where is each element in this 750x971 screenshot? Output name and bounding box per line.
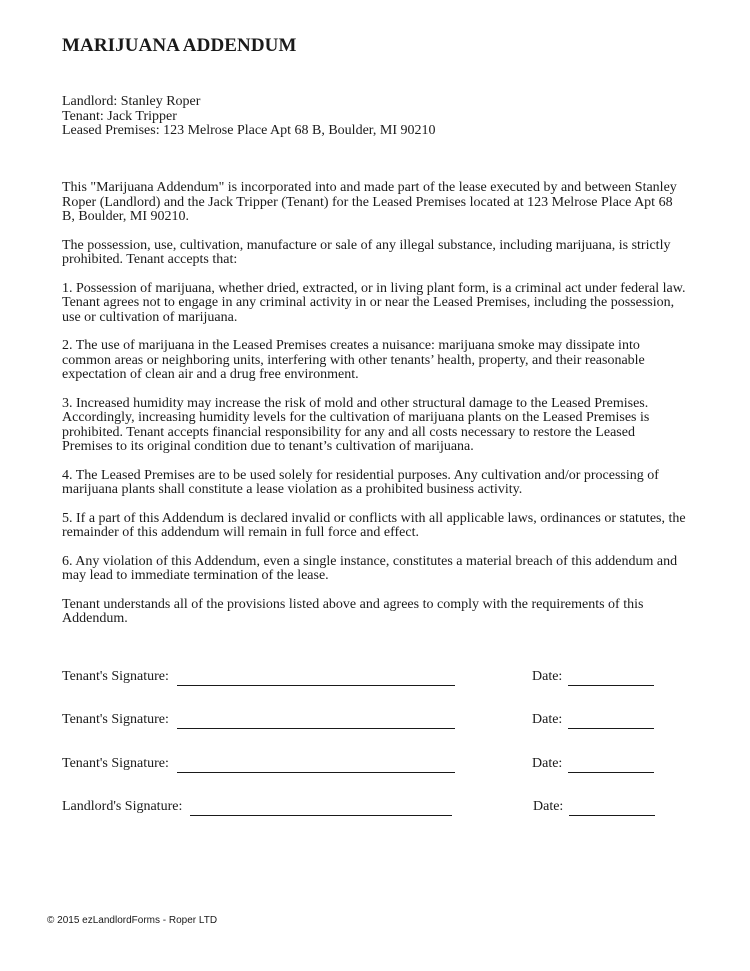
signature-row (62, 799, 662, 842)
signature-label: Tenant's Signature: (62, 712, 169, 728)
signature-row (62, 669, 662, 712)
clause-1: 1. Possession of marijuana, whether dried, extracted, or in living plant form, is a criminal act under federal law. Tenant agrees not to engage in any criminal activity in or near the Leased Premises, including the possession, use or cultivation of marijuana. (62, 280, 686, 325)
clause-3: 3. Increased humidity may increase the risk of mold and other structural damage to the Leased Premises. Accordingly, increasing humidity levels for the cultivation of marijuana plants on the Leased Premises is prohibited. Tenant accepts financial responsibility for any and all costs necessary to restore the Leased Premises to its original condition due to tenant’s cultivation of marijuana. (62, 395, 650, 454)
date-line[interactable] (568, 685, 654, 686)
addendum-body (62, 181, 686, 641)
premises-line: Leased Premises: 123 Melrose Place Apt 68 B, Boulder, MI 90210 (62, 123, 436, 138)
signature-line[interactable] (177, 685, 455, 686)
clause-6: 6. Any violation of this Addendum, even a single instance, constitutes a material breach of this addendum and may lead to immediate termination of the lease. (62, 553, 678, 583)
clause-5: 5. If a part of this Addendum is declared invalid or conflicts with all applicable laws, ordinances or statutes, the remainder of this addendum will remain in full force and effect. (62, 510, 686, 540)
signature-label: Tenant's Signature: (62, 669, 169, 684)
date-label: Date: (532, 712, 563, 728)
signature-line[interactable] (190, 815, 452, 816)
signature-line[interactable] (177, 728, 455, 729)
document-title: MARIJUANA ADDENDUM (62, 35, 297, 56)
intro-paragraph: This "Marijuana Addendum" is incorporated into and made part of the lease executed by and between Stanley Roper (Landlord) and the Jack Tripper (Tenant) for the Leased Premises located at 123 Melrose Place Apt 68 B, Boulder, MI 90210. (62, 180, 677, 224)
signature-label: Tenant's Signature: (62, 755, 169, 771)
clause-2: 2. The use of marijuana in the Leased Premises creates a nuisance: marijuana smoke may dissipate into common areas or neighboring units, interfering with other tenants’ health, property, and their reasonable expectation of clean air and a drug free environment. (62, 338, 645, 382)
acknowledgement-paragraph: Tenant understands all of the provisions listed above and agrees to comply with the requirements of this Addendum. (62, 596, 644, 626)
date-label: Date: (532, 669, 563, 684)
landlord-line: Landlord: Stanley Roper (62, 94, 201, 109)
date-line[interactable] (569, 815, 655, 816)
signature-block (62, 669, 662, 842)
date-line[interactable] (568, 728, 654, 729)
date-label: Date: (533, 798, 564, 814)
signature-label: Landlord's Signature: (62, 798, 183, 814)
date-line[interactable] (568, 772, 654, 773)
prohibition-paragraph: The possession, use, cultivation, manufacture or sale of any illegal substance, including marijuana, is strictly prohibited. Tenant accepts that: (62, 237, 671, 267)
party-info (62, 95, 692, 139)
clause-4: 4. The Leased Premises are to be used solely for residential purposes. Any cultivation and/or processing of marijuana plants shall constitute a lease violation as a prohibited business activity. (62, 467, 659, 497)
signature-line[interactable] (177, 772, 455, 773)
copyright-footer: © 2015 ezLandlordForms - Roper LTD (47, 915, 218, 926)
signature-row (62, 756, 662, 799)
date-label: Date: (532, 755, 563, 771)
tenant-line: Tenant: Jack Tripper (62, 108, 177, 124)
signature-row (62, 712, 662, 755)
